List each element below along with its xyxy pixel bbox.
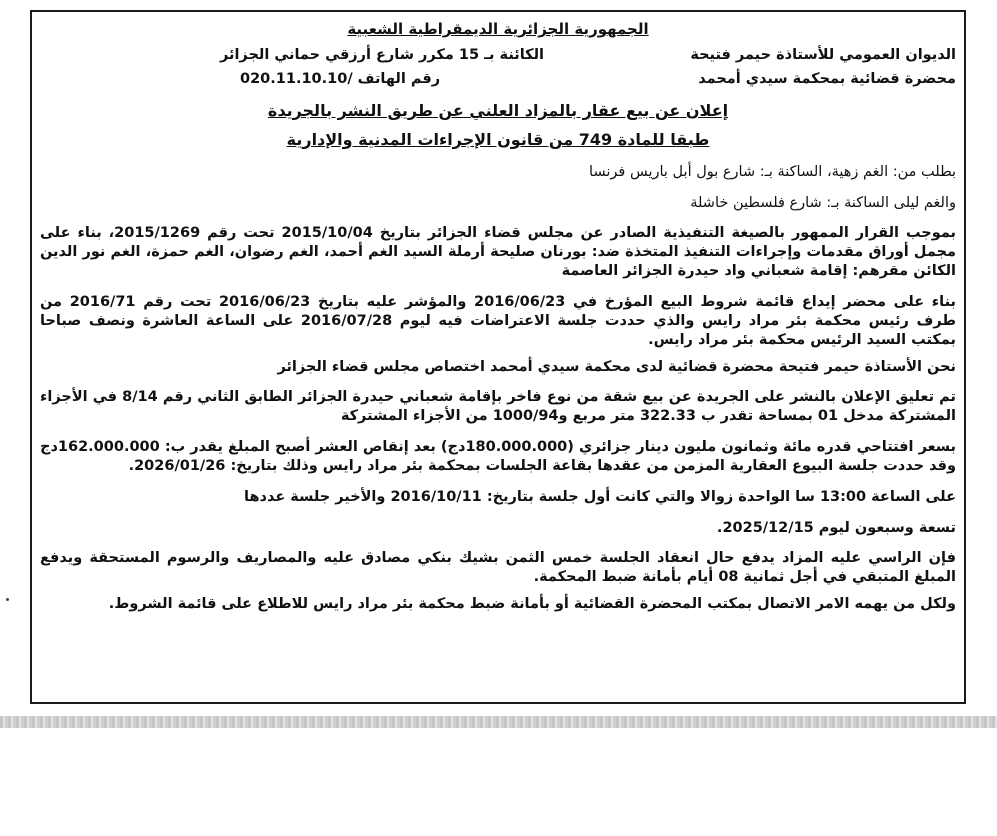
scan-speck — [6, 598, 9, 601]
paragraph-contact: ولكل من يهمه الامر الاتصال بمكتب المحضرة القضائية أو بأمانة ضبط محكمة بئر مراد رايس للاطلاع على قائمة الشروط. — [108, 596, 956, 613]
paragraph-payment: فإن الراسي عليه المزاد يدفع حال انعقاد الجلسة خمس الثمن بشيك بنكي مصادق عليه والمصاريف والرسوم المستحقة ويدفع المبلغ المتبقي في أجل ثمانية 08 أيام بأمانة ضبط المحكمة. — [40, 550, 956, 586]
header-row-2 — [40, 70, 956, 89]
requester-1: بطلب من: الغم زهية، الساكنة بـ: شارع بول أبل باريس فرنسا — [589, 163, 956, 180]
page-edge-divider — [0, 716, 997, 728]
notice-subject: إعلان عن بيع عقار بالمزاد العلني عن طريق النشر بالجريدة — [267, 101, 729, 121]
requester-2: والغم ليلى الساكنة بـ: شارع فلسطين خاشلة — [690, 194, 956, 211]
notice-legal-basis: طبقا للمادة 749 من قانون الإجراءات المدنية والإدارية — [286, 129, 710, 149]
header-row-1 — [40, 46, 956, 65]
legal-notice — [30, 10, 966, 704]
paragraph-conditions: بناء على محضر إيداع قائمة شروط البيع المؤرخ في 2016/06/23 والمؤشر عليه بتاريخ 2016/06/23 تحت رقم 2016/71 من طرف رئيس محكمة بئر مراد رايس والذي حددت جلسة الاعتراضات فيه ليوم 2016/07/28 على الساعة العاشرة ونصف صباحا بمكتب السيد الرئيس محكمة بئر مراد رايس. — [40, 294, 956, 348]
paragraph-price: بسعر افتتاحي قدره مائة وثمانون مليون دينار جزائري (180.000.000دج) بعد إنقاص العشر أصبح المبلغ يقدر ب: 162.000.000دج وقد حددت جلسة البيوع العقارية المزمن من عقدها بقاعة الجلسات بمحكمة بئر مراد رايس وذلك بتاريخ: 2026/01/26. — [40, 439, 956, 474]
court-name: محضرة قضائية بمحكمة سيدي أمحمد — [698, 71, 956, 88]
paragraph-decision: بموجب القرار الممهور بالصيغة التنفيذية الصادر عن مجلس قضاء الجزائر بتاريخ 2015/10/04 تحت رقم 2015/1269، بناء على مجمل أوراق مقدمات وإجراءات التنفيذ المتخذة ضد: بورنان صليحة أرملة السيد الغم أحمد، الغم رضوان، الغم حمزة، الغم نور الدين الكائن مقرهم: إقامة شعباني واد حيدرة الجزائر العاصمة — [40, 225, 956, 280]
office-address: الكائنة بـ 15 مكرر شارع أرزقي حماني الجزائر — [220, 46, 544, 63]
paragraph-hearing-count: تسعة وسبعون ليوم 2025/12/15. — [716, 519, 956, 536]
republic-title: الجمهورية الجزائرية الديمقراطية الشعبية — [347, 20, 649, 38]
paragraph-property: تم تعليق الإعلان بالنشر على الجريدة عن بيع شقة من نوع فاخر بإقامة شعباني حيدرة الجزائر الطابق الثاني رقم 8/14 في الأجزاء المشتركة مدخل 01 بمساحة تقدر ب 322.33 متر مربع و1000/94 من الأجزاء المشتركة — [40, 389, 957, 425]
paragraph-bailiff: نحن الأستاذة حيمر فتيحة محضرة قضائية لدى محكمة سيدي أمحمد اختصاص مجلس قضاء الجزائر — [277, 358, 956, 375]
phone-number: رقم الهاتف /020.11.10.10 — [240, 71, 441, 88]
paragraph-hearing: على الساعة 13:00 سا الواحدة زوالا والتي كانت أول جلسة بتاريخ: 2016/10/11 والأخير جلسة عددها — [244, 488, 956, 505]
office-name: الديوان العمومي للأستاذة حيمر فتيحة — [690, 46, 956, 63]
